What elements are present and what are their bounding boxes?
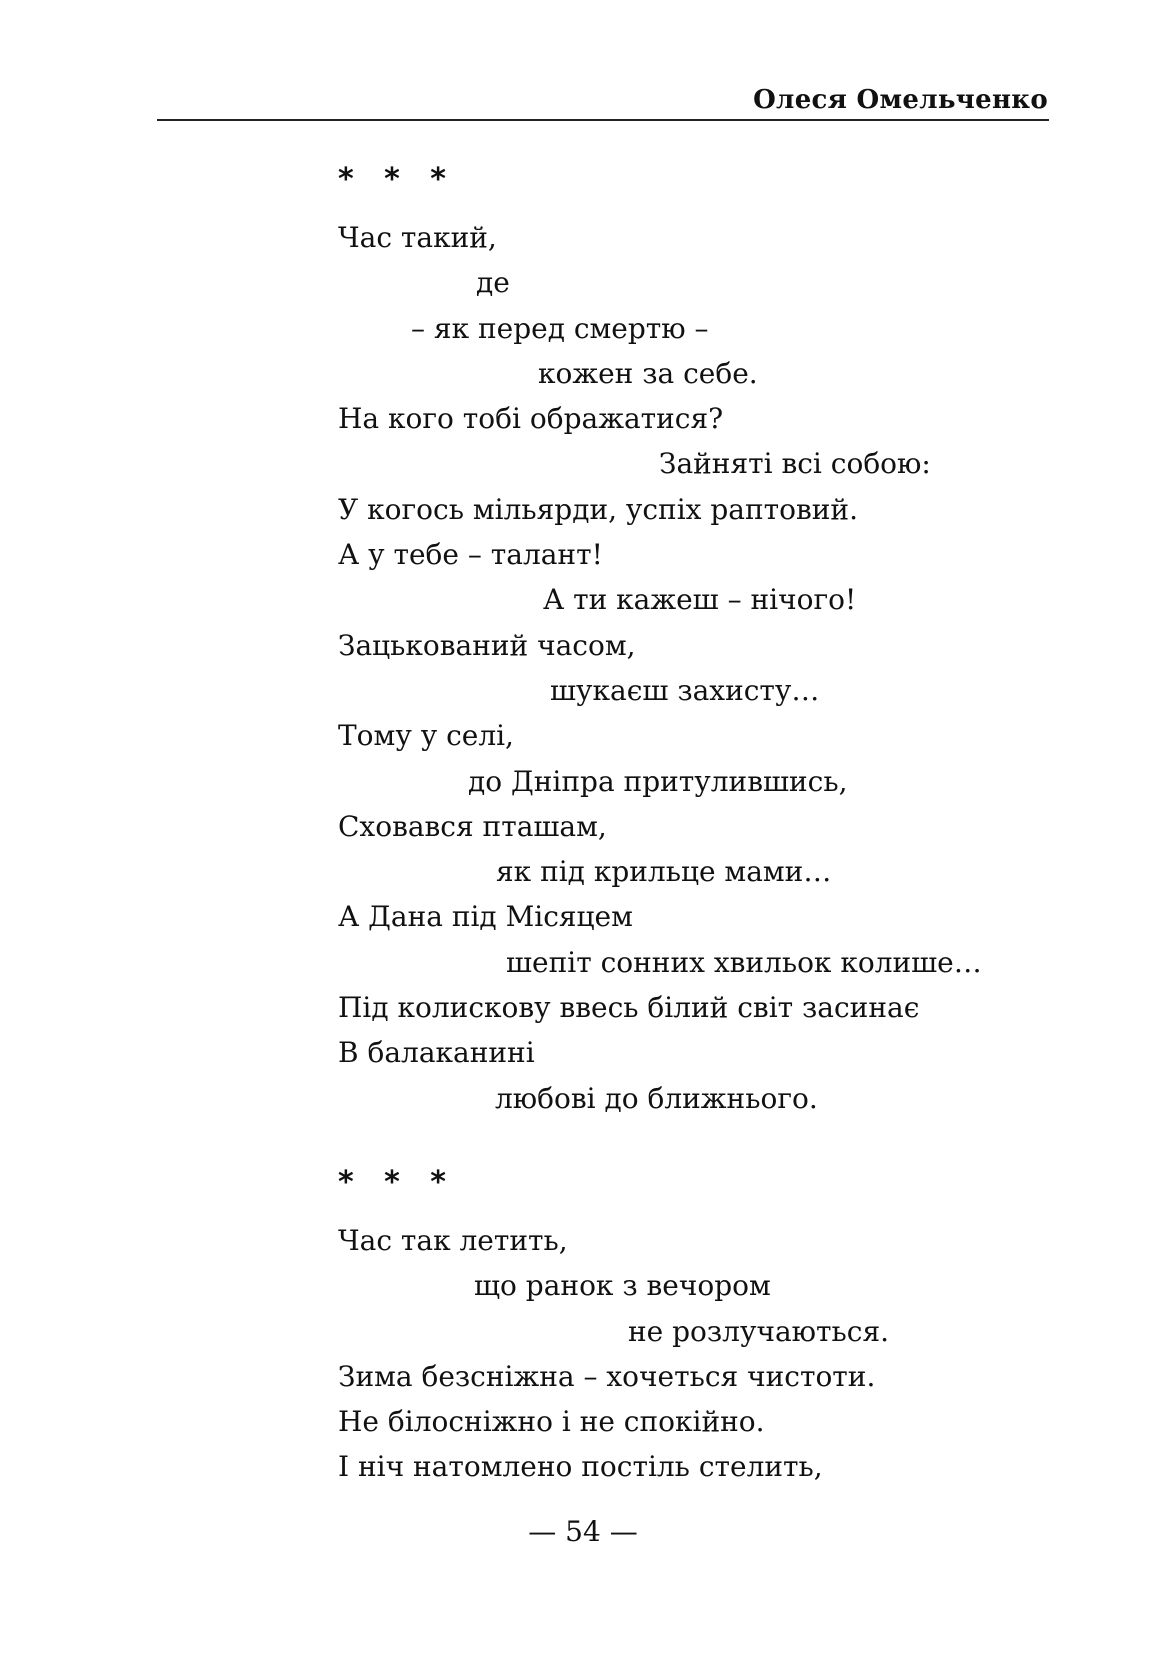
poem-1 bbox=[338, 215, 982, 1121]
header-author: Олеся Омельченко bbox=[753, 85, 1048, 115]
header-rule bbox=[157, 119, 1049, 121]
poem-line: що ранок з вечором bbox=[474, 1269, 771, 1303]
poem-line: де bbox=[476, 266, 510, 300]
poem-2 bbox=[338, 1218, 889, 1490]
poem-line: любові до ближнього. bbox=[495, 1081, 818, 1115]
poem-line: Зацькований часом, bbox=[338, 628, 636, 662]
poem-line: Під колискову ввесь білий світ засинає bbox=[338, 991, 920, 1025]
poem-separator-1: * * * bbox=[338, 162, 456, 197]
poem-line: А у тебе – талант! bbox=[338, 538, 603, 572]
poem-line: На кого тобі ображатися? bbox=[338, 402, 724, 436]
poem-line: шукаєш захисту… bbox=[550, 673, 820, 707]
poem-line: А ти кажеш – нічого! bbox=[543, 583, 857, 617]
poem-separator-2: * * * bbox=[338, 1165, 456, 1200]
poem-line: Час так летить, bbox=[338, 1224, 568, 1257]
poem-line: Час такий, bbox=[338, 221, 497, 254]
page-number: — 54 — bbox=[528, 1515, 638, 1548]
poem-line: А Дана під Місяцем bbox=[338, 900, 633, 934]
poem-line: І ніч натомлено постіль стелить, bbox=[338, 1450, 823, 1484]
poem-line: Сховався пташам, bbox=[338, 809, 607, 843]
poem-line: шепіт сонних хвильок колише… bbox=[506, 945, 982, 979]
poem-line: до Дніпра притулившись, bbox=[468, 764, 848, 798]
poem-line: В балаканині bbox=[338, 1036, 535, 1070]
poem-line: Зайняті всі собою: bbox=[659, 447, 931, 481]
poem-line: У когось мільярди, успіх раптовий. bbox=[338, 492, 858, 526]
poem-line: Зима безсніжна – хочеться чистоти. bbox=[338, 1359, 876, 1393]
poem-line: Не білосніжно і не спокійно. bbox=[338, 1405, 765, 1439]
poem-line: – як перед смертю – bbox=[411, 311, 709, 345]
poem-line: Тому у селі, bbox=[338, 719, 514, 753]
poem-line: як під крильце мами… bbox=[496, 855, 832, 889]
poem-line: кожен за себе. bbox=[538, 356, 758, 390]
poem-line: не розлучаються. bbox=[628, 1314, 890, 1348]
